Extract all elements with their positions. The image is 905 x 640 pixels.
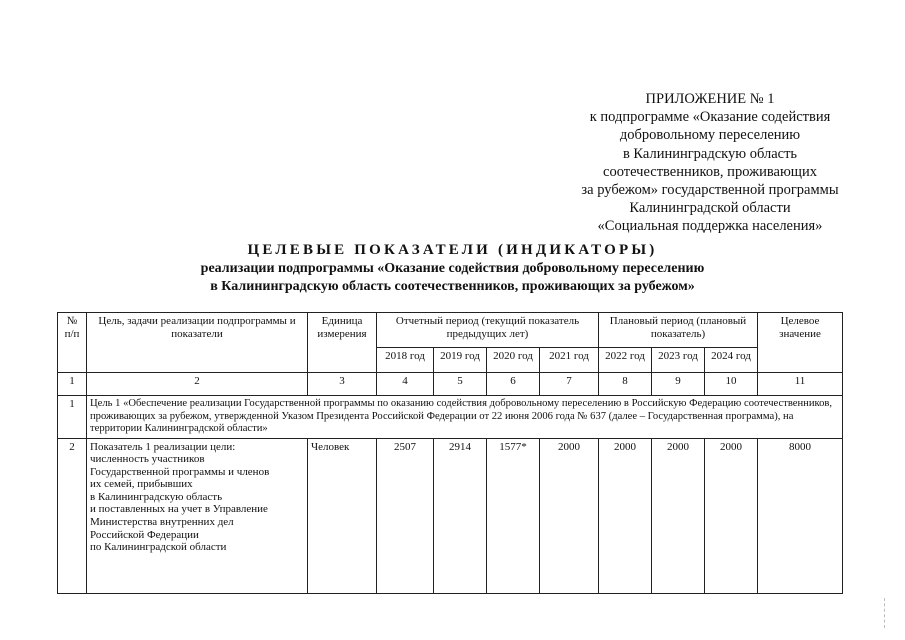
value-2020: 1577* <box>487 438 540 593</box>
document-subtitle-line-1: реализации подпрограммы «Оказание содействия добровольному переселению <box>200 261 705 276</box>
value-2021: 2000 <box>540 438 599 593</box>
scan-edge-mark <box>884 598 886 628</box>
year-header: 2018 год <box>377 348 434 373</box>
document-heading <box>120 240 785 296</box>
row-number: 2 <box>58 438 87 593</box>
indicator-description <box>87 438 308 593</box>
value-2018: 2507 <box>377 438 434 593</box>
header-goal: Цель, задачи реализации подпрограммы и показатели <box>87 313 308 373</box>
value-2019: 2914 <box>434 438 487 593</box>
appendix-line: за рубежом» государственной программы <box>581 182 839 199</box>
column-number: 10 <box>705 373 758 396</box>
column-number: 4 <box>377 373 434 396</box>
table-header-row <box>58 313 843 348</box>
indicator-line: и поставленных на учет в Управление <box>90 503 268 516</box>
row-number: 1 <box>58 396 87 439</box>
indicator-row <box>58 438 843 593</box>
year-header: 2019 год <box>434 348 487 373</box>
target-value: 8000 <box>758 438 843 593</box>
indicators-table <box>57 312 843 594</box>
column-number: 9 <box>652 373 705 396</box>
goal-row <box>58 396 843 439</box>
column-number: 5 <box>434 373 487 396</box>
year-header: 2021 год <box>540 348 599 373</box>
goal-text: Цель 1 «Обеспечение реализации Государственной программы по оказанию содействия добровольному переселению в Российскую Федерацию соотечественников, проживающих за рубежом, утвержденной Указом Президента Российской Федерации от 22 июня 2006 года № 637 (далее – Государственная программа), на территории Калининградской области» <box>87 396 843 439</box>
appendix-title: ПРИЛОЖЕНИЕ № 1 <box>645 91 775 107</box>
appendix-block <box>560 90 860 236</box>
header-target: Целевое значение <box>758 313 843 373</box>
year-header: 2020 год <box>487 348 540 373</box>
column-number: 7 <box>540 373 599 396</box>
value-2022: 2000 <box>599 438 652 593</box>
column-number: 6 <box>487 373 540 396</box>
header-report-period: Отчетный период (текущий показатель предыдущих лет) <box>377 313 599 348</box>
indicator-line: по Калининградской области <box>90 541 227 554</box>
header-num: № п/п <box>58 313 87 373</box>
column-number: 2 <box>87 373 308 396</box>
appendix-line: добровольному переселению <box>619 127 801 144</box>
year-header: 2023 год <box>652 348 705 373</box>
indicator-unit: Человек <box>308 438 377 593</box>
indicator-line: их семей, прибывших <box>90 478 193 491</box>
header-plan-period: Плановый период (плановый показатель) <box>599 313 758 348</box>
indicator-line: в Калининградскую область <box>90 490 223 503</box>
value-2023: 2000 <box>652 438 705 593</box>
appendix-line: к подпрограмме «Оказание содействия <box>589 109 831 126</box>
document-subtitle-line-2: в Калининградскую область соотечественников, проживающих за рубежом» <box>210 279 695 294</box>
indicator-line: Показатель 1 реализации цели: <box>90 440 236 453</box>
indicator-line: Министерства внутренних дел <box>90 516 234 529</box>
year-header: 2024 год <box>705 348 758 373</box>
column-number: 8 <box>599 373 652 396</box>
appendix-line: в Калининградскую область <box>622 145 798 162</box>
year-header: 2022 год <box>599 348 652 373</box>
column-number: 1 <box>58 373 87 396</box>
indicator-line: Российской Федерации <box>90 528 199 541</box>
indicator-line: Государственной программы и членов <box>90 465 270 478</box>
appendix-line: «Социальная поддержка населения» <box>597 218 823 235</box>
column-numbers-row <box>58 373 843 396</box>
header-unit: Единица измерения <box>308 313 377 373</box>
appendix-line: соотечественников, проживающих <box>603 163 817 180</box>
value-2024: 2000 <box>705 438 758 593</box>
column-number: 11 <box>758 373 843 396</box>
column-number: 3 <box>308 373 377 396</box>
indicator-line: численность участников <box>90 453 205 466</box>
document-title: ЦЕЛЕВЫЕ ПОКАЗАТЕЛИ (ИНДИКАТОРЫ) <box>247 242 658 258</box>
appendix-line: Калининградской области <box>629 200 791 217</box>
